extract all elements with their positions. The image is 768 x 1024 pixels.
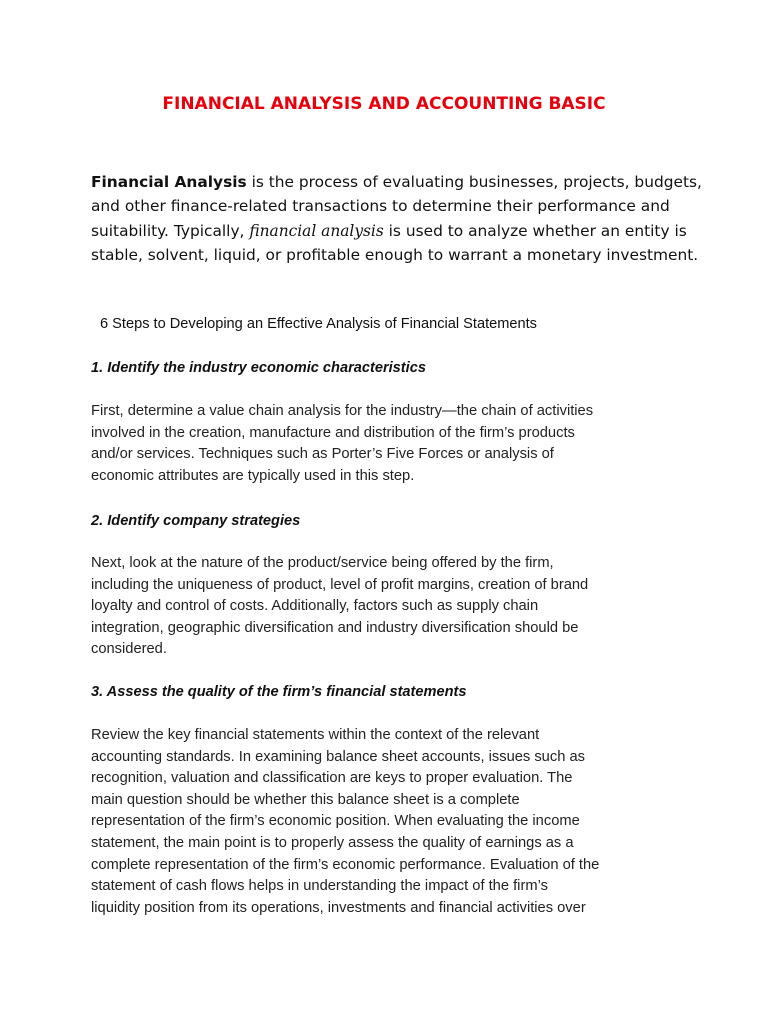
step-1-line: involved in the creation, manufacture and distribution of the firm’s products <box>91 424 575 441</box>
intro-line-4: stable, solvent, liquid, or profitable enough to warrant a monetary investment. <box>91 245 699 264</box>
step-1-line: economic attributes are typically used in this step. <box>91 467 415 484</box>
step-3-line: statement, the main point is to properly assess the quality of earnings as a <box>91 834 574 851</box>
step-2-line: loyalty and control of costs. Additionally, factors such as supply chain <box>91 598 539 615</box>
step-3-line: complete representation of the firm’s economic performance. Evaluation of the <box>91 856 600 873</box>
step-1-line: and/or services. Techniques such as Porter’s Five Forces or analysis of <box>91 446 554 463</box>
step-3-line: recognition, valuation and classification are keys to proper evaluation. The <box>91 770 573 787</box>
intro-line-3-start: suitability. Typically, <box>91 221 250 240</box>
step-3-line: representation of the firm’s economic position. When evaluating the income <box>91 813 580 830</box>
document-title: FINANCIAL ANALYSIS AND ACCOUNTING BASIC <box>162 94 606 114</box>
intro-italic-term: financial analysis <box>249 221 384 240</box>
step-1-body <box>91 401 691 487</box>
step-3-title: 3. Assess the quality of the firm’s financial statements <box>91 684 467 700</box>
step-3-line: liquidity position from its operations, investments and financial activities over <box>91 899 586 916</box>
step-1-title: 1. Identify the industry economic characteristics <box>91 360 426 376</box>
intro-line-3-end: is used to analyze whether an entity is <box>383 221 687 240</box>
intro-lead: is the process of evaluating businesses, projects, budgets, <box>246 173 702 191</box>
step-2-line: Next, look at the nature of the product/service being offered by the firm, <box>91 555 554 571</box>
steps-heading: 6 Steps to Developing an Effective Analysis of Financial Statements <box>100 316 537 332</box>
step-3-line: Review the key financial statements within the context of the relevant <box>91 727 540 743</box>
intro-term: Financial Analysis <box>91 173 247 191</box>
step-3-line: statement of cash flows helps in understanding the impact of the firm’s <box>91 878 548 895</box>
step-2-line: considered. <box>91 641 167 658</box>
step-2-title: 2. Identify company strategies <box>91 513 301 529</box>
intro-line-3 <box>91 219 691 243</box>
step-1-line: First, determine a value chain analysis for the industry—the chain of activities <box>91 403 594 419</box>
step-3-line: main question should be whether this balance sheet is a complete <box>91 791 520 808</box>
step-2-body <box>91 553 691 661</box>
intro-line-1 <box>91 170 702 194</box>
step-3-body <box>91 725 691 919</box>
step-2-line: integration, geographic diversification and industry diversification should be <box>91 619 579 636</box>
intro-paragraph <box>91 170 702 267</box>
intro-line-2: and other finance-related transactions to determine their performance and <box>91 197 670 216</box>
step-2-line: including the uniqueness of product, level of profit margins, creation of brand <box>91 576 589 593</box>
step-3-line: accounting standards. In examining balance sheet accounts, issues such as <box>91 748 585 765</box>
